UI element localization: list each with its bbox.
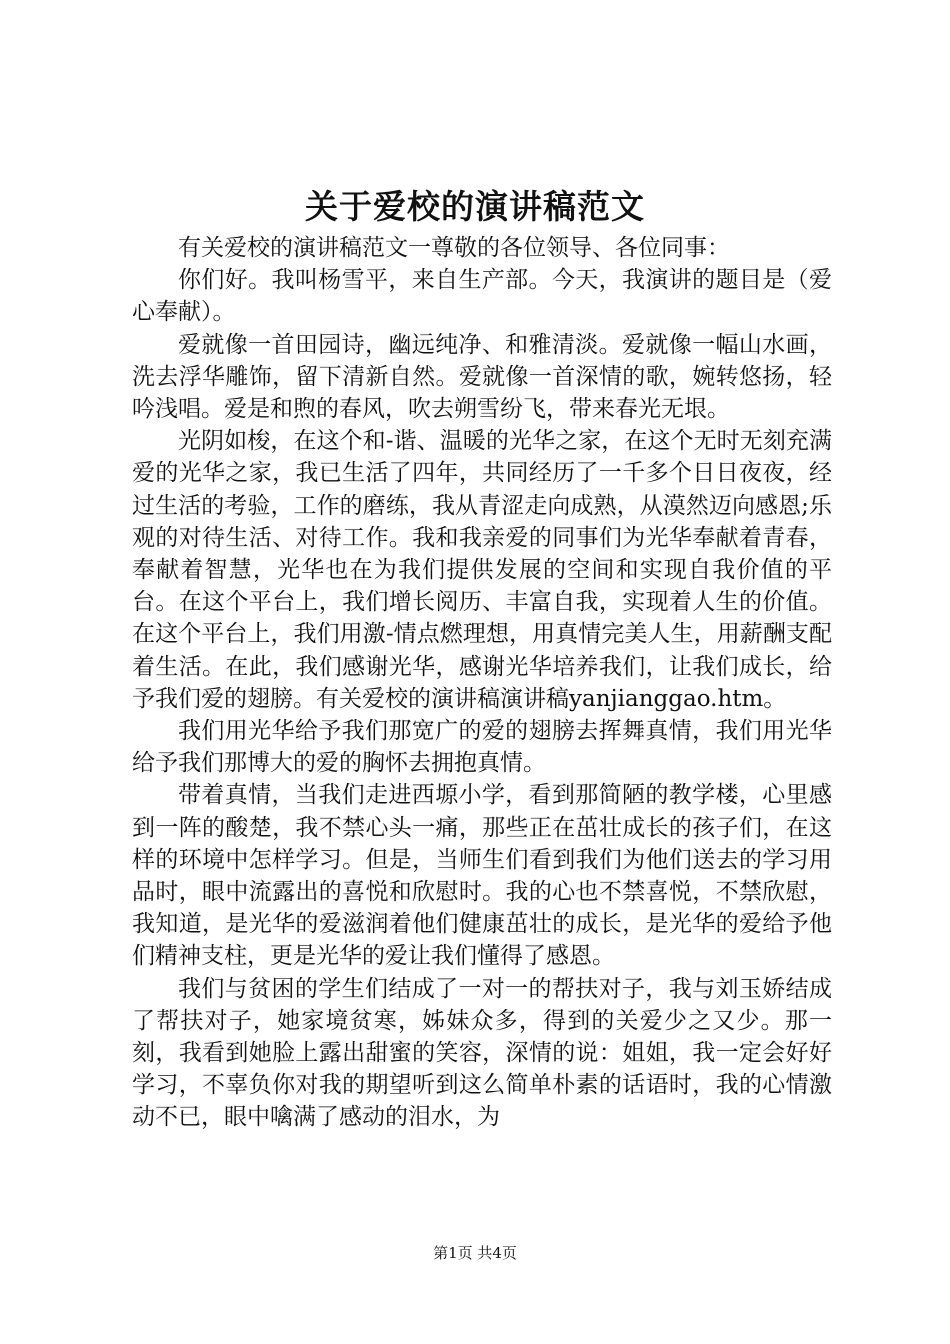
paragraph-school-visit: 带着真情，当我们走进西塬小学，看到那简陋的教学楼，心里感到一阵的酸楚，我不禁心头一痛，那些正在茁壮成长的孩子们，在这样的环境中怎样学习。但是，当师生们看到我们为他们送去的学习用品时，眼中流露出的喜悦和欣慰时。我的心也不禁喜悦，不禁欣慰，我知道，是光华的爱滋润着他们健康茁壮的成长，是光华的爱给予他们精神支柱，更是光华的爱让我们懂得了感恩。 bbox=[132, 782, 832, 970]
paragraph-guanghua-home: 光阴如梭，在这个和-谐、温暖的光华之家，在这个无时无刻充满爱的光华之家，我已生活了四年，共同经历了一千多个日日夜夜，经过生活的考验，工作的磨练，我从青涩走向成熟，从漠然迈向感恩;乐观的对待生活、对待工作。我和我亲爱的同事们为光华奉献着青春，奉献着智慧，光华也在为我们提供发展的空间和实现自我价值的平台。在这个平台上，我们增长阅历、丰富自我，实现着人生的价值。在这个平台上，我们用激-情点燃理想，用真情完美人生，用薪酬支配着生活。在此，我们感谢光华，感谢光华培养我们，让我们成长，给予我们爱的翅膀。有关爱校的演讲稿演讲稿yanjianggao.htm。 bbox=[132, 428, 832, 712]
paragraph-introduction: 你们好。我叫杨雪平，来自生产部。今天，我演讲的题目是（爱心奉献）。 bbox=[132, 267, 832, 326]
paragraph-student-support: 我们与贫困的学生们结成了一对一的帮扶对子，我与刘玉娇结成了帮扶对子，她家境贫寒，姊妹众多，得到的关爱少之又少。那一刻，我看到她脸上露出甜蜜的笑容，深情的说：姐姐，我一定会好好学习，不辜负你对我的期望听到这么简单朴素的话语时，我的心情激动不已，眼中噙满了感动的泪水，为 bbox=[132, 975, 832, 1131]
page-number-footer: 第1页 共4页 bbox=[433, 1244, 517, 1262]
paragraph-greeting: 有关爱校的演讲稿范文一尊敬的各位领导、各位同事： bbox=[178, 235, 730, 261]
document-body bbox=[132, 232, 832, 1134]
paragraph-wings-of-love: 我们用光华给予我们那宽广的爱的翅膀去挥舞真情，我们用光华给予我们那博大的爱的胸怀去拥抱真情。 bbox=[132, 718, 832, 777]
document-title: 关于爱校的演讲稿范文 bbox=[305, 187, 645, 226]
paragraph-love-metaphor: 爱就像一首田园诗，幽远纯净、和雅清淡。爱就像一幅山水画，洗去浮华雕饰，留下清新自然。爱就像一首深情的歌，婉转悠扬，轻吟浅唱。爱是和煦的春风，吹去朔雪纷飞，带来春光无垠。 bbox=[132, 331, 832, 423]
